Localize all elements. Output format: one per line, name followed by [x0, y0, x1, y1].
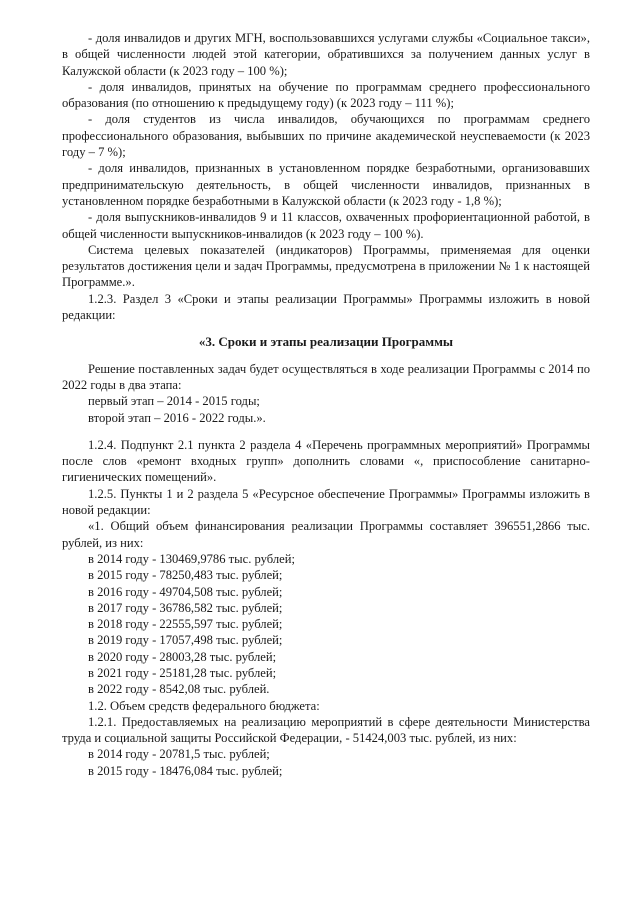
indicators-paragraph: Система целевых показателей (индикаторов) Программы, применяемая для оценки результатов достижения цели и задач Программы, предусмотрена в приложении № 1 к настоящей Программе.».: [62, 242, 590, 290]
list-item-social-taxi: - доля инвалидов и других МГН, воспользовавшихся услугами службы «Социальное такси», в общей численности людей этой категории, обратившихся за получением данных услуг в Калужской области (к 2023 году – 100 %);: [62, 31, 590, 78]
funding-year-line: в 2022 году - 8542,08 тыс. рублей.: [88, 682, 270, 697]
amendment-1-2-4: 1.2.4. Подпункт 2.1 пункта 2 раздела 4 «Перечень программных мероприятий» Программы после слов «ремонт входных групп» дополнить словами «, приспособление санитарно-гигиенических помещений».: [62, 437, 590, 485]
list-item-career-guidance: - доля выпускников-инвалидов 9 и 11 классов, охваченных профориентационной работой, в общей численности выпускников-инвалидов (к 2023 году – 100 %).: [62, 210, 590, 241]
funding-year-line: в 2020 году - 28003,28 тыс. рублей;: [88, 649, 277, 664]
list-item-entrepreneurship: - доля инвалидов, признанных в установленном порядке безработными, организовавших предпринимательскую деятельность, в общей численности инвалидов, признанных в установленном порядке безработными в Калужской области (к 2023 году - 1,8 %);: [62, 161, 590, 208]
federal-year-line: в 2014 году - 20781,5 тыс. рублей;: [88, 747, 270, 762]
stages-intro: Решение поставленных задач будет осуществляться в ходе реализации Программы с 2014 по 2022 годы в два этапа:: [62, 361, 590, 392]
spacer: [62, 426, 590, 437]
amendment-1-2-3: 1.2.3. Раздел 3 «Сроки и этапы реализации Программы» Программы изложить в новой редакции:: [62, 291, 590, 323]
section-heading: «3. Сроки и этапы реализации Программы: [198, 334, 454, 350]
list-item-spo-dropout: - доля студентов из числа инвалидов, обучающихся по программам среднего профессионального образования, выбывших по причине академической неуспеваемости (к 2023 году – 7 %);: [62, 112, 590, 160]
stage-line: первый этап – 2014 - 2015 годы;: [88, 394, 260, 409]
federal-budget-subitem: 1.2.1. Предоставляемых на реализацию мероприятий в сфере деятельности Министерства труда и социальной защиты Российской Федерации, - 51424,003 тыс. рублей, из них:: [62, 714, 590, 746]
funding-year-line: в 2017 году - 36786,582 тыс. рублей;: [88, 600, 283, 615]
funding-year-line: в 2019 году - 17057,498 тыс. рублей;: [88, 633, 283, 648]
funding-year-line: в 2021 году - 25181,28 тыс. рублей;: [88, 665, 277, 680]
amendment-1-2-5: 1.2.5. Пункты 1 и 2 раздела 5 «Ресурсное обеспечение Программы» Программы изложить в новой редакции:: [62, 486, 590, 518]
total-funding-paragraph: «1. Общий объем финансирования реализации Программы составляет 396551,2866 тыс. рублей, из них:: [62, 519, 590, 550]
federal-year-line: в 2015 году - 18476,084 тыс. рублей;: [88, 763, 283, 778]
funding-year-line: в 2018 году - 22555,597 тыс. рублей;: [88, 617, 283, 632]
funding-year-line: в 2014 году - 130469,9786 тыс. рублей;: [88, 551, 295, 566]
federal-budget-heading: 1.2. Объем средств федерального бюджета:: [88, 698, 320, 713]
list-item-spo-admission: - доля инвалидов, принятых на обучение по программам среднего профессионального образования (по отношению к предыдущему году) (к 2023 году – 111 %);: [62, 79, 590, 111]
stage-line: второй этап – 2016 - 2022 годы.».: [88, 410, 266, 425]
funding-year-line: в 2015 году - 78250,483 тыс. рублей;: [88, 568, 283, 583]
funding-year-line: в 2016 году - 49704,508 тыс. рублей;: [88, 584, 283, 599]
